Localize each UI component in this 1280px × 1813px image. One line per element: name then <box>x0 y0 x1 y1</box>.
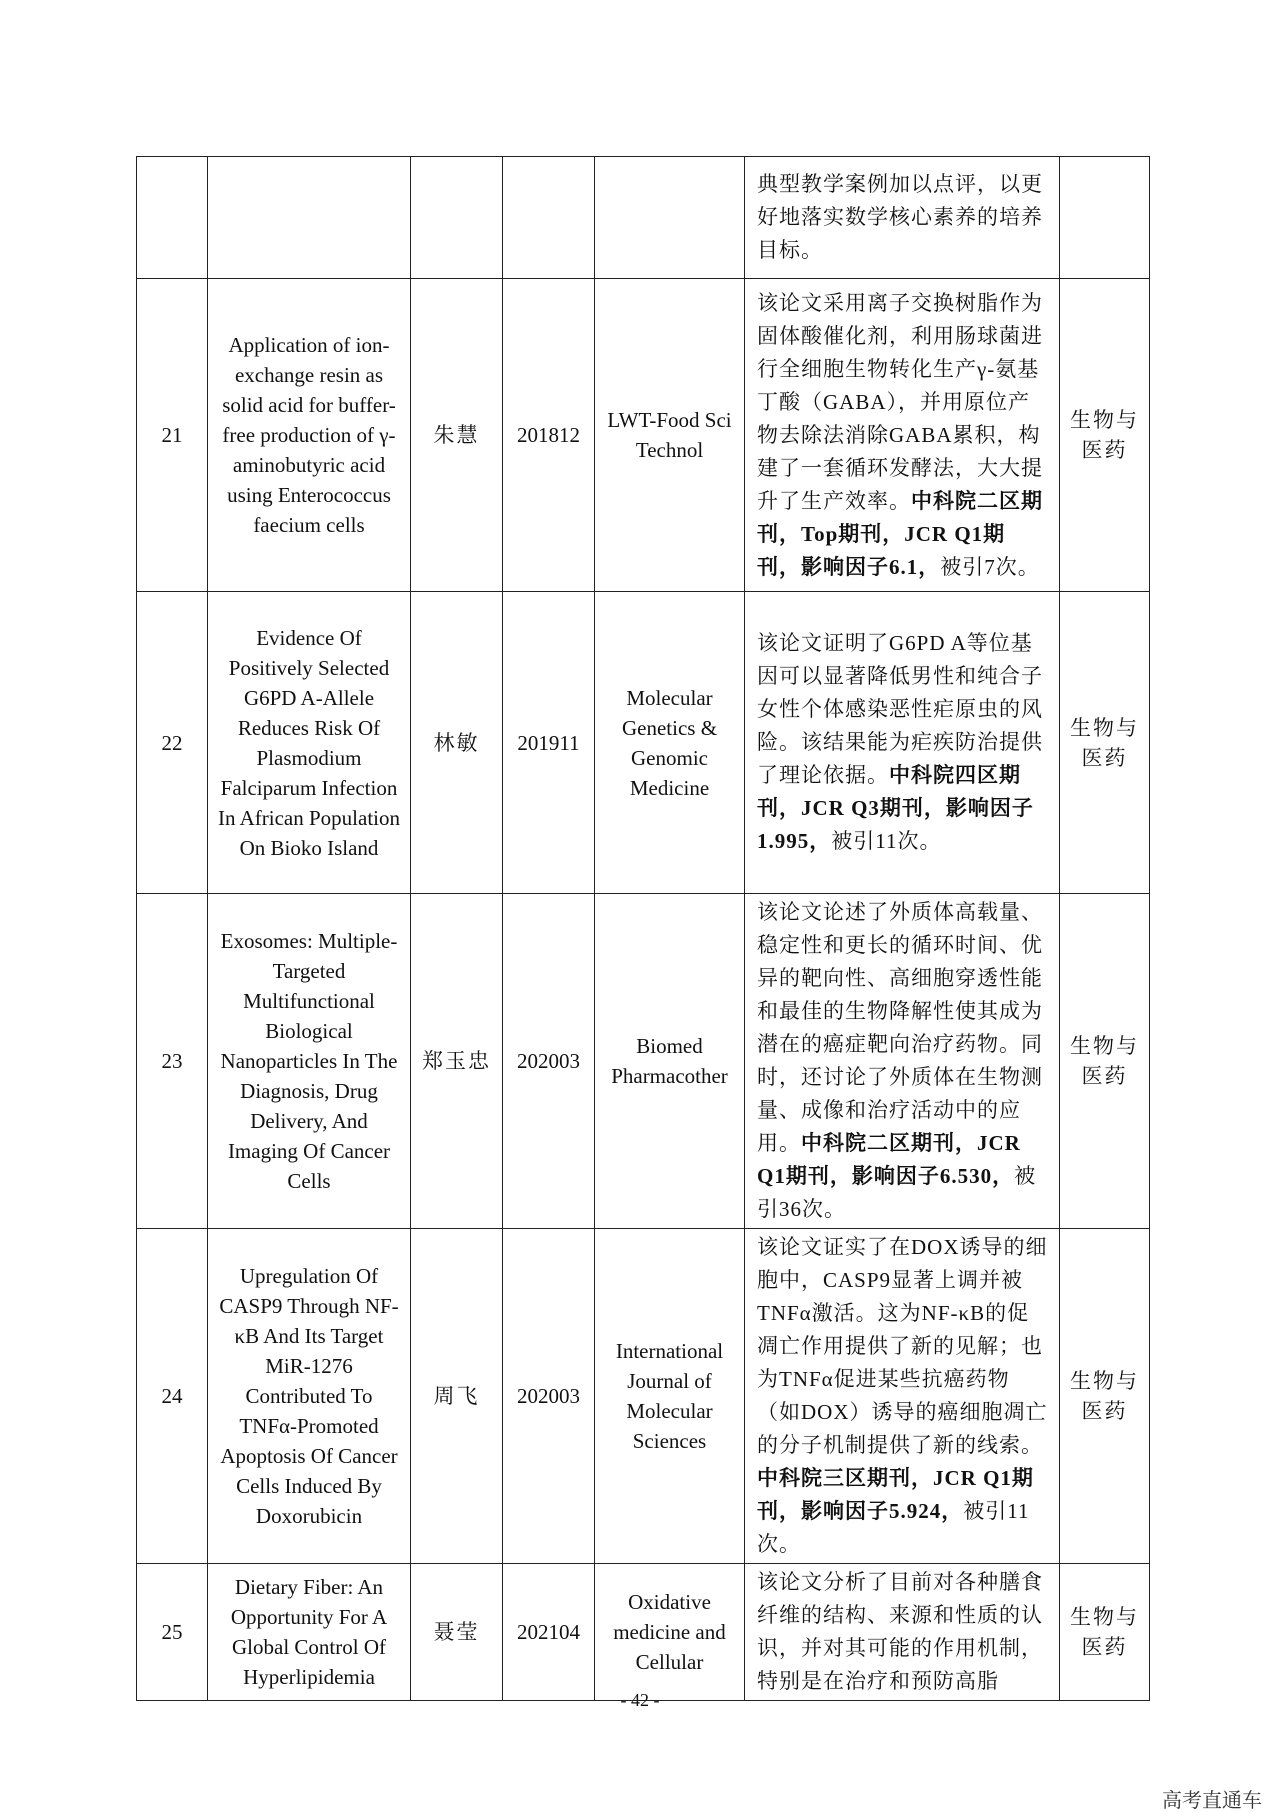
category: 生物与医药 <box>1060 1564 1150 1701</box>
paper-title: Evidence Of Positively Selected G6PD A-Allele Reduces Risk Of Plasmodium Falciparum Infection In African Population On Bioko Island <box>208 592 411 894</box>
description-bold: 中科院三区期刊，JCR Q1期刊，影响因子5.924， <box>757 1466 1034 1523</box>
description <box>745 1564 1060 1701</box>
publish-date: 202104 <box>503 1564 595 1701</box>
journal: International Journal of Molecular Sciences <box>595 1229 745 1564</box>
cell-empty <box>503 157 595 279</box>
description-bold: 中科院二区期刊，JCR Q1期刊，影响因子6.530， <box>757 1131 1021 1188</box>
row-number: 24 <box>137 1229 208 1564</box>
page-number: - 42 - <box>620 1690 660 1710</box>
journal: Biomed Pharmacother <box>595 894 745 1229</box>
cell-empty <box>411 157 503 279</box>
journal: LWT-Food Sci Technol <box>595 279 745 592</box>
table-row <box>137 1564 1150 1701</box>
papers-table <box>136 156 1150 1701</box>
description <box>745 279 1060 592</box>
table-row <box>137 894 1150 1229</box>
table-row <box>137 592 1150 894</box>
row-number: 25 <box>137 1564 208 1701</box>
cell-empty <box>595 157 745 279</box>
cell-empty <box>208 157 411 279</box>
watermark: 高考直通车 <box>1162 1788 1262 1812</box>
author: 林敏 <box>411 592 503 894</box>
publish-date: 201911 <box>503 592 595 894</box>
author: 聂莹 <box>411 1564 503 1701</box>
category: 生物与医药 <box>1060 1229 1150 1564</box>
description <box>745 592 1060 894</box>
description-tail: 被引11次。 <box>757 1499 1030 1556</box>
table-row <box>137 1229 1150 1564</box>
author: 郑玉忠 <box>411 894 503 1229</box>
description-plain: 该论文证明了G6PD A等位基因可以显著降低男性和纯合子女性个体感染恶性疟原虫的风险。该结果能为疟疾防治提供了理论依据。 <box>757 631 1043 787</box>
description <box>745 1229 1060 1564</box>
journal: Oxidative medicine and Cellular <box>595 1564 745 1701</box>
row-number: 21 <box>137 279 208 592</box>
description-bold: 中科院四区期刊，JCR Q3期刊，影响因子1.995， <box>757 763 1034 853</box>
author: 朱慧 <box>411 279 503 592</box>
category: 生物与医药 <box>1060 894 1150 1229</box>
description-bold: 中科院二区期刊，Top期刊，JCR Q1期刊，影响因子6.1， <box>757 488 1043 579</box>
paper-title: Dietary Fiber: An Opportunity For A Global Control Of Hyperlipidemia <box>208 1564 411 1701</box>
publish-date: 201812 <box>503 279 595 592</box>
author: 周飞 <box>411 1229 503 1564</box>
row-number: 22 <box>137 592 208 894</box>
publish-date: 202003 <box>503 894 595 1229</box>
paper-title: Application of ion-exchange resin as solid acid for buffer-free production of γ-aminobutyric acid using Enterococcus faecium cells <box>208 279 411 592</box>
description-plain: 该论文分析了目前对各种膳食纤维的结构、来源和性质的认识，并对其可能的作用机制，特别是在治疗和预防高脂 <box>757 1570 1043 1693</box>
description-tail: 被引7次。 <box>940 554 1040 579</box>
row-number: 23 <box>137 894 208 1229</box>
description-plain: 该论文论述了外质体高载量、稳定性和更长的循环时间、优异的靶向性、高细胞穿透性能和最佳的生物降解性使其成为潜在的癌症靶向治疗药物。同时，还讨论了外质体在生物测量、成像和治疗活动中的应用。 <box>757 900 1043 1155</box>
cell-empty <box>137 157 208 279</box>
table-row <box>137 279 1150 592</box>
description <box>745 894 1060 1229</box>
category: 生物与医药 <box>1060 592 1150 894</box>
cell-empty <box>1060 157 1150 279</box>
description-tail: 被引11次。 <box>831 829 942 853</box>
table-row-fragment <box>137 157 1150 279</box>
publish-date: 202003 <box>503 1229 595 1564</box>
journal: Molecular Genetics & Genomic Medicine <box>595 592 745 894</box>
paper-title: Upregulation Of CASP9 Through NF-κB And Its Target MiR-1276 Contributed To TNFα-Promoted Apoptosis Of Cancer Cells Induced By Doxorubicin <box>208 1229 411 1564</box>
description-fragment: 典型教学案例加以点评，以更好地落实数学核心素养的培养目标。 <box>745 157 1060 279</box>
paper-title: Exosomes: Multiple-Targeted Multifunctional Biological Nanoparticles In The Diagnosis, Drug Delivery, And Imaging Of Cancer Cells <box>208 894 411 1229</box>
category: 生物与医药 <box>1060 279 1150 592</box>
description-tail: 被引36次。 <box>757 1164 1037 1221</box>
description-plain: 该论文采用离子交换树脂作为固体酸催化剂，利用肠球菌进行全细胞生物转化生产γ-氨基丁酸（GABA），并用原位产物去除法消除GABA累积，构建了一套循环发酵法，大大提升了生产效率。 <box>757 290 1043 513</box>
description-plain: 该论文证实了在DOX诱导的细胞中，CASP9显著上调并被TNFα激活。这为NF-κB的促凋亡作用提供了新的见解；也为TNFα促进某些抗癌药物（如DOX）诱导的癌细胞凋亡的分子机制提供了新的线索。 <box>757 1235 1048 1457</box>
